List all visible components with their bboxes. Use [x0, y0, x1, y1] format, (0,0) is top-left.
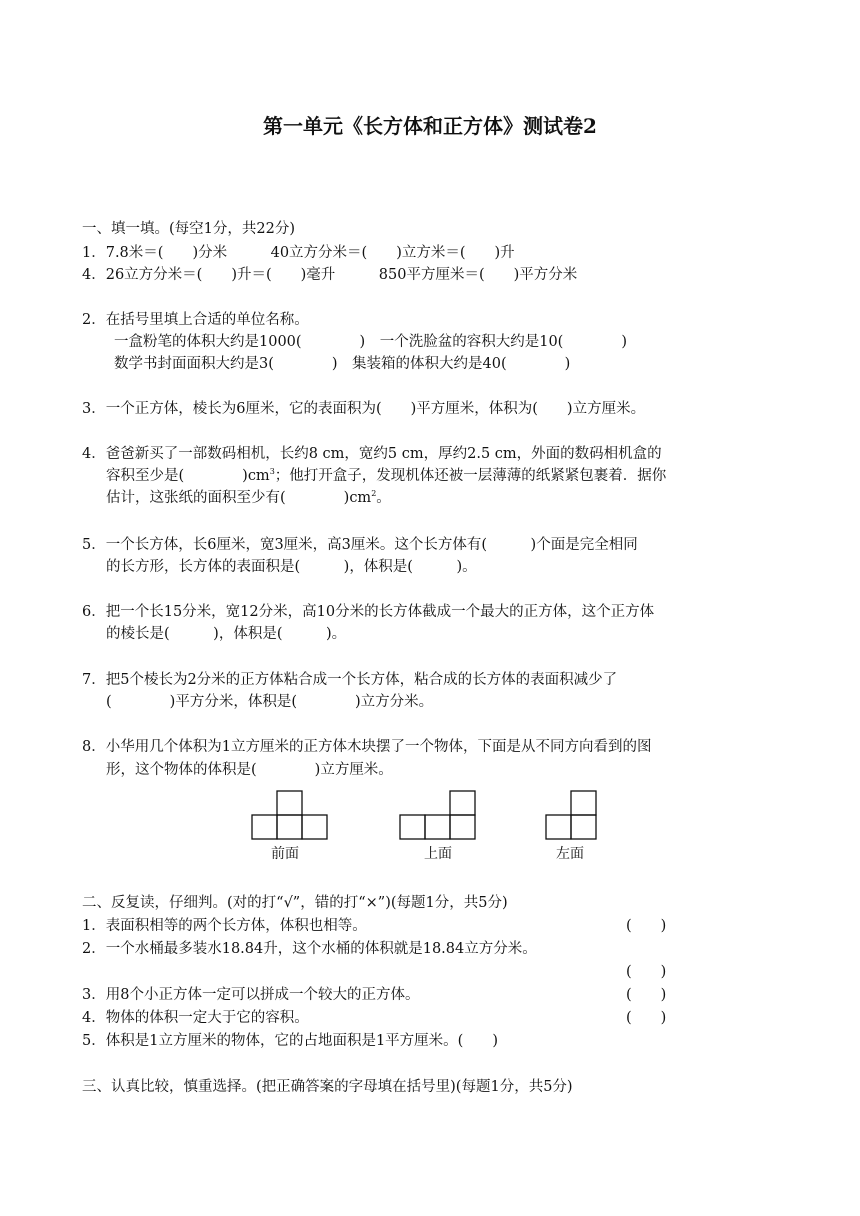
question-4b-pre: 容积至少是( )cm — [106, 468, 270, 484]
front-view-label: 前面 — [271, 846, 299, 862]
question-4a: 4．爸爸新买了一部数码相机，长约8 cm，宽约5 cm，厚约2.5 cm，外面的数码相机盒的 — [82, 446, 662, 462]
question-2b: 数学书封面面积大约是3( ) 集装箱的体积大约是40( ) — [114, 356, 571, 372]
judge-item-3: 3．用8个小正方体一定可以拼成一个较大的正方体。 — [82, 987, 420, 1003]
page-title: 第一单元《长方体和正方体》测试卷2 — [263, 114, 597, 138]
question-1: 1．7.8米＝( )分米 40立方分米＝( )立方米＝( )升 — [82, 245, 515, 261]
front-view-figure — [251, 790, 329, 840]
answer-bracket-1: ( ) — [626, 918, 667, 934]
question-6b: 的棱长是( )，体积是( )。 — [106, 626, 347, 642]
question-6a: 6．把一个长15分米，宽12分米，高10分米的长方体截成一个最大的正方体，这个正方体 — [82, 604, 655, 620]
question-7a: 7．把5个棱长为2分米的正方体粘合成一个长方体，粘合成的长方体的表面积减少了 — [82, 672, 618, 688]
question-4b — [106, 466, 666, 486]
question-2a: 一盒粉笔的体积大约是1000( ) 一个洗脸盆的容积大约是10( ) — [114, 334, 627, 350]
section3-heading: 三、认真比较，慎重选择。(把正确答案的字母填在括号里)(每题1分，共5分) — [82, 1079, 573, 1095]
top-view-label: 上面 — [424, 846, 452, 862]
question-1b: 4．26立方分米＝( )升＝( )毫升 850平方厘米＝( )平方分米 — [82, 267, 578, 283]
question-8a: 8．小华用几个体积为1立方厘米的正方体木块摆了一个物体，下面是从不同方向看到的图 — [82, 739, 652, 755]
answer-bracket-2: ( ) — [626, 964, 667, 980]
question-5b: 的长方形，长方体的表面积是( )，体积是( )。 — [106, 559, 477, 575]
judge-item-4: 4．物体的体积一定大于它的容积。 — [82, 1010, 309, 1026]
question-4c-post: 。 — [376, 490, 391, 506]
answer-bracket-3: ( ) — [626, 987, 667, 1003]
question-5a: 5．一个长方体，长6厘米，宽3厘米，高3厘米。这个长方体有( )个面是完全相同 — [82, 537, 638, 553]
question-3: 3．一个正方体，棱长为6厘米，它的表面积为( )平方厘米，体积为( )立方厘米。 — [82, 401, 646, 417]
answer-bracket-4: ( ) — [626, 1010, 667, 1026]
left-view-label: 左面 — [556, 846, 584, 862]
question-4c-pre: 估计，这张纸的面积至少有( )cm — [106, 490, 372, 506]
question-2: 2．在括号里填上合适的单位名称。 — [82, 312, 309, 328]
question-7b: ( )平方分米，体积是( )立方分米。 — [106, 694, 434, 710]
question-4c — [106, 488, 391, 508]
square-superscript: 2 — [371, 489, 377, 499]
question-4b-post: ；他打开盒子，发现机体还被一层薄薄的纸紧紧包裹着．据你 — [274, 468, 667, 484]
top-view-figure — [399, 790, 477, 840]
section2-heading: 二、反复读，仔细判。(对的打“√”，错的打“×”)(每题1分，共5分) — [82, 895, 508, 911]
cube-superscript: 3 — [269, 467, 275, 477]
section1-heading: 一、填一填。(每空1分，共22分) — [82, 221, 295, 237]
question-8b: 形，这个物体的体积是( )立方厘米。 — [106, 762, 393, 778]
left-view-figure — [545, 790, 598, 840]
judge-item-5: 5．体积是1立方厘米的物体，它的占地面积是1平方厘米。( ) — [82, 1033, 498, 1049]
judge-item-1: 1．表面积相等的两个长方体，体积也相等。 — [82, 918, 367, 934]
judge-item-2: 2．一个水桶最多装水18.84升，这个水桶的体积就是18.84立方分米。 — [82, 941, 537, 957]
